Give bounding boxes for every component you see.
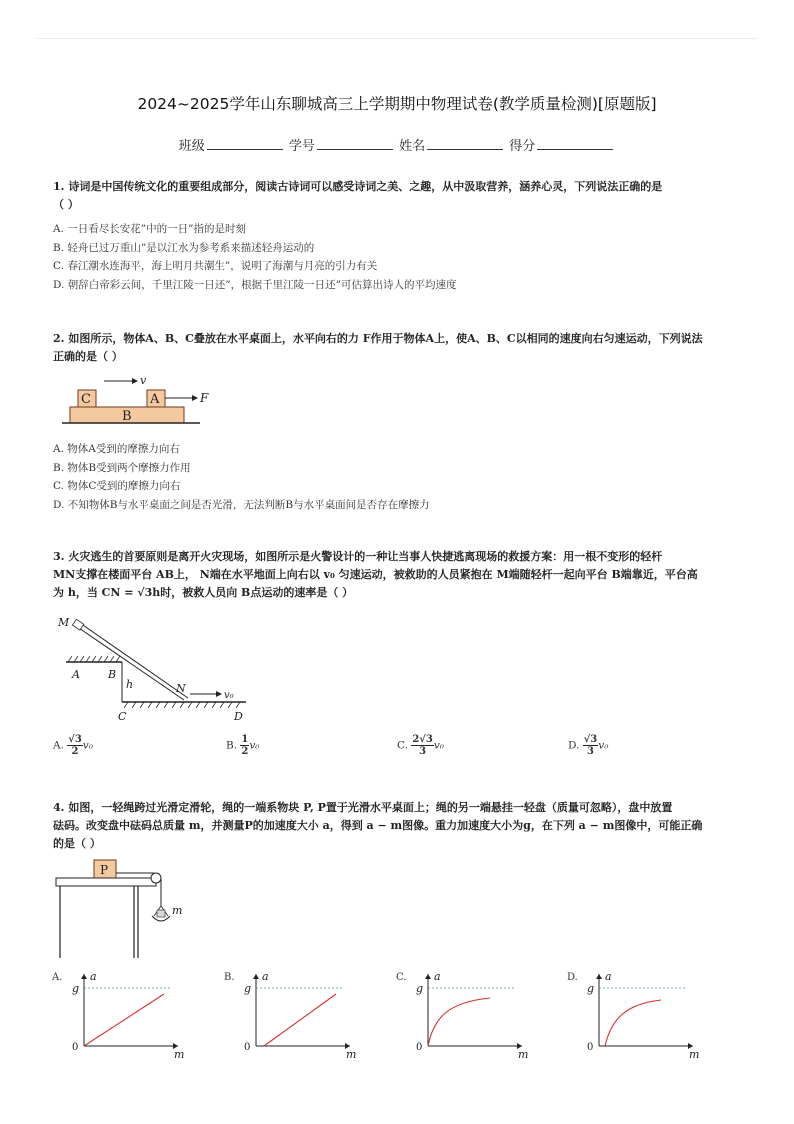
score-label: 得分 (509, 139, 536, 154)
label-m: M (58, 616, 70, 629)
origin-label: 0 (244, 1042, 251, 1053)
y-axis-arrowhead (425, 974, 431, 979)
page-title: 2024~2025学年山东聊城高三上学期期中物理试卷(教学质量检测)[原题版] (137, 95, 657, 113)
q1-options (53, 220, 456, 294)
graph-curve (264, 994, 336, 1046)
q3-option-a-den: 2 (71, 746, 79, 757)
top-divider (36, 38, 758, 39)
class-blank[interactable] (207, 136, 283, 150)
asymptote-label: g (587, 982, 595, 995)
score-blank[interactable] (537, 136, 613, 150)
y-axis-arrowhead (81, 974, 87, 979)
q4-option-a[interactable] (52, 966, 192, 1065)
q2-stem-line1: 2. 如图所示，物体A、B、C叠放在水平桌面上，水平向右的力 F作用于物体A上，使A、B、C以相同的速度向右匀速运动，下列说法 (53, 332, 703, 345)
q3-option-c-tail: v₀ (433, 739, 444, 752)
student-info-row (0, 135, 794, 154)
x-axis-label: m (518, 1048, 529, 1061)
rescuee (72, 619, 83, 630)
block-p-label: P (100, 863, 109, 877)
origin-label: 0 (587, 1042, 594, 1053)
q2-option-a[interactable]: A. 物体A受到的摩擦力向右 (53, 443, 180, 455)
origin-label: 0 (72, 1042, 79, 1053)
q4-stem-line1: 4. 如图，一轻绳跨过光滑定滑轮，绳的一端系物块 P, P置于光滑水平桌面上；绳的另一端悬挂一轻盘（质量可忽略），盘中放置 (53, 801, 673, 814)
q3-option-a-num: √3 (68, 734, 82, 745)
q2-option-c[interactable]: C. 物体C受到的摩擦力向右 (53, 480, 181, 492)
q1-paren: （ ） (53, 198, 79, 211)
pulley-icon (151, 873, 161, 883)
q2-options (53, 440, 430, 514)
q1-stem: 1. 诗词是中国传统文化的重要组成部分，阅读古诗词可以感受诗词之美、之趣，从中汲取营养，涵养心灵，下列说法正确的是 (53, 180, 663, 193)
v0-arrowhead (216, 691, 222, 697)
q3-option-b-den: 2 (241, 746, 249, 757)
q3-option-d-num: √3 (583, 734, 598, 745)
q3-option-a[interactable] (53, 734, 93, 757)
q4-option-d[interactable] (567, 966, 707, 1065)
rod-mn-lower (80, 623, 188, 698)
q3-stem-line3: 为 h，当 CN = √3h时，被救人员向 B点运动的速率是（ ） (53, 586, 354, 599)
q3-option-d-tail: v₀ (598, 739, 609, 752)
label-c: C (118, 710, 127, 723)
asymptote-label: g (72, 982, 80, 995)
label-a: A (72, 668, 80, 681)
graph-curve (428, 998, 490, 1046)
y-axis-label: a (605, 970, 612, 983)
q3-option-d[interactable] (568, 734, 608, 757)
asymptote-label: g (244, 982, 252, 995)
label-v0: v₀ (224, 690, 234, 701)
q3-option-c-num: 2√3 (412, 734, 433, 745)
q4-stem-line2: 砝码。改变盘中砝码总质量 m，并测量P的加速度大小 a，得到 a − m图像。重力加速度大小为g，在下列 a − m图像中，可能正确 (53, 819, 703, 832)
q4-option-c[interactable] (396, 966, 536, 1065)
q3-option-c-den: 3 (419, 746, 427, 757)
weight-icon (157, 910, 165, 917)
class-label: 班级 (178, 139, 205, 154)
q2-option-b[interactable]: B. 物体B受到两个摩擦力作用 (53, 461, 191, 474)
q2-option-d[interactable]: D. 不知物体B与水平桌面之间是否光滑，无法判断B与水平桌面间是否存在摩擦力 (53, 498, 430, 511)
q4-option-b[interactable] (224, 966, 364, 1065)
q3-option-c-letter: C. (397, 739, 408, 752)
label-d: D (234, 710, 243, 723)
graph-letter: D. (567, 972, 578, 983)
name-label: 姓名 (399, 139, 426, 154)
y-axis-arrowhead (596, 974, 602, 979)
name-blank[interactable] (427, 136, 503, 150)
question-3 (53, 548, 743, 602)
y-axis-label: a (434, 970, 441, 983)
graph-curve (605, 1000, 661, 1046)
q4-graph-b (224, 966, 364, 1061)
q1-option-a[interactable]: A. 一日看尽长安花”中的一日”指的是时刻 (53, 223, 246, 235)
platform-hatch (68, 656, 120, 662)
y-axis-label: a (262, 970, 269, 983)
question-1 (53, 178, 743, 214)
ground-hatch (124, 702, 240, 708)
q3-option-c[interactable] (397, 734, 444, 757)
q4-graph-d (567, 966, 707, 1061)
q2-stem-line2: 正确的是（ ） (53, 350, 123, 363)
y-axis-arrowhead (253, 974, 259, 979)
q3-option-d-frac (583, 734, 599, 757)
q3-stem-line1: 3. 火灾逃生的首要原则是离开火灾现场，如图所示是火警设计的一种让当事人快捷逃离现场的救援方案：用一根不变形的轻杆 (53, 550, 663, 563)
question-2 (53, 330, 743, 366)
q1-option-c[interactable]: C. 春江潮水连海平，海上明月共潮生”，说明了海潮与月亮的引力有关 (53, 260, 378, 272)
q3-option-a-tail: v₀ (82, 739, 93, 752)
q3-option-b-letter: B. (226, 739, 238, 752)
graph-letter: B. (224, 972, 235, 983)
graph-letter: C. (396, 972, 407, 983)
asymptote-label: g (416, 982, 424, 995)
label-b: B (108, 668, 117, 681)
q3-option-b-tail: v₀ (249, 739, 260, 752)
velocity-label: v (140, 374, 147, 387)
q3-option-a-frac (67, 734, 83, 757)
id-label: 学号 (288, 139, 315, 154)
question-4 (53, 799, 743, 853)
q3-stem-line2: MN支撑在楼面平台 AB上， N端在水平地面上向右以 v₀ 匀速运动，被救助的人员紧抱在 M端随轻杆一起向平台 B端靠近，平台高 (53, 568, 698, 581)
x-axis-label: m (689, 1048, 700, 1061)
graph-letter: A. (52, 972, 63, 983)
label-h: h (126, 678, 134, 691)
mass-label: m (172, 904, 183, 917)
y-axis-label: a (90, 970, 97, 983)
q4-graph-a (52, 966, 192, 1061)
x-axis-label: m (346, 1048, 357, 1061)
q1-option-b[interactable]: B. 轻舟已过万重山”是以江水为参考系来描述轻舟运动的 (53, 241, 315, 254)
force-label: F (200, 391, 209, 405)
velocity-arrowhead (132, 378, 138, 384)
q4-stem-line3: 的是（ ） (53, 837, 101, 850)
q3-option-b[interactable] (226, 734, 260, 757)
label-n: N (176, 682, 186, 695)
q3-option-b-num: 1 (241, 734, 249, 745)
force-arrowhead (192, 395, 198, 401)
q3-option-a-letter: A. (53, 739, 64, 752)
block-b-label: B (122, 409, 132, 424)
q3-option-d-den: 3 (587, 746, 594, 757)
q3-option-d-letter: D. (568, 739, 580, 752)
id-blank[interactable] (317, 136, 393, 150)
q4-graph-c (396, 966, 536, 1061)
q3-option-c-frac (411, 734, 434, 757)
x-axis-label: m (174, 1048, 185, 1061)
graph-curve (84, 994, 164, 1046)
tabletop (56, 878, 156, 886)
q1-option-d[interactable]: D. 朝辞白帝彩云间，千里江陵一日还”，根据千里江陵一日还”可估算出诗人的平均速度 (53, 278, 457, 291)
origin-label: 0 (416, 1042, 423, 1053)
q2-figure (60, 370, 220, 436)
block-c-label: C (81, 392, 91, 407)
block-a-label: A (150, 392, 160, 407)
q3-figure (56, 612, 256, 724)
q4-figure (54, 858, 184, 962)
